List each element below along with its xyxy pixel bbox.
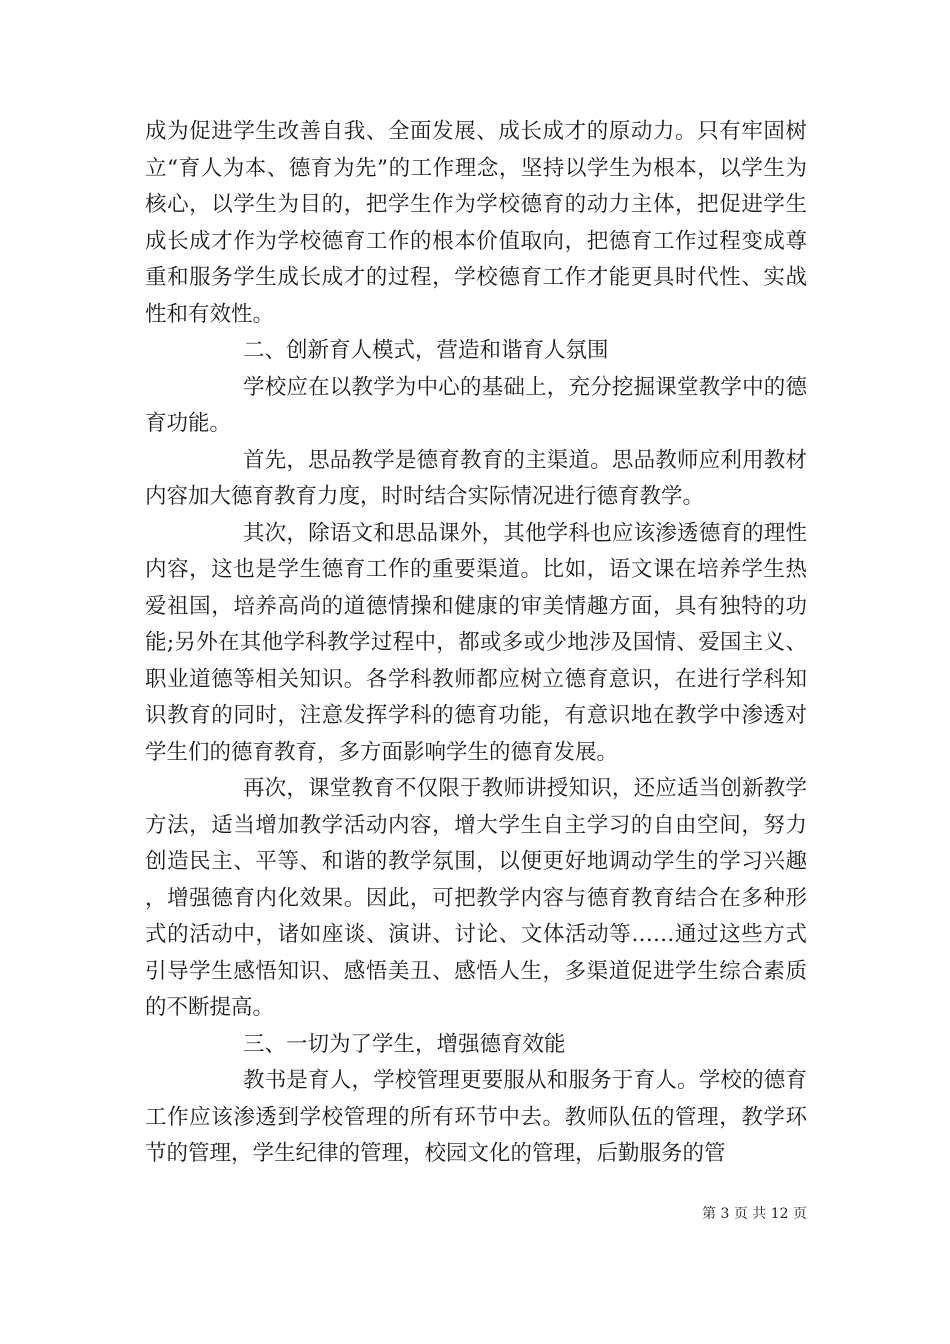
paragraph: 学校应在以教学为中心的基础上，充分挖掘课堂教学中的德育功能。 [145,374,807,436]
section-heading-3: 三、一切为了学生，增强德育效能 [243,1031,566,1057]
paragraph: 教书是育人，学校管理更要服从和服务于育人。学校的德育工作应该渗透到学校管理的所有环节中去。教师队伍的管理，教学环节的管理，学生纪律的管理，校园文化的管理，后勤服务的管 [145,1068,807,1166]
document-body [145,114,807,1173]
paragraph: 首先，思品教学是德育教育的主渠道。思品教师应利用教材内容加大德育教育力度，时时结合实际情况进行德育教学。 [145,447,807,509]
paragraph: 再次，课堂教育不仅限于教师讲授知识，还应适当创新教学方法，适当增加教学活动内容，增大学生自主学习的自由空间，努力创造民主、平等、和谐的教学氛围，以便更好地调动学生的学习兴趣，增强德育内化效果。因此，可把教学内容与德育教育结合在多种形式的活动中，诸如座谈、演讲、讨论、文体活动等……通过这些方式引导学生感悟知识、感悟美丑、感悟人生，多渠道促进学生综合素质的不断提高。 [145,776,807,1020]
section-heading-2: 二、创新育人模式，营造和谐育人氛围 [243,338,609,363]
paragraph: 其次，除语文和思品课外，其他学科也应该渗透德育的理性内容，这也是学生德育工作的重要渠道。比如，语文课在培养学生热爱祖国，培养高尚的道德情操和健康的审美情趣方面，具有独特的功能;另外在其他学科教学过程中，都或多或少地涉及国情、爱国主义、职业道德等相关知识。各学科教师都应树立德育意识，在进行学科知识教育的同时，注意发挥学科的德育功能，有意识地在教学中渗透对学生们的德育教育，多方面影响学生的德育发展。 [145,520,807,765]
paragraph-continuation: 成为促进学生改善自我、全面发展、成长成才的原动力。只有牢固树立“育人为本、德育为先”的工作理念，坚持以学生为根本，以学生为核心，以学生为目的，把学生作为学校德育的动力主体，把促进学生成长成才作为学校德育工作的根本价值取向，把德育工作过程变成尊重和服务学生成长成才的过程，学校德育工作才能更具时代性、实战性和有效性。 [145,119,807,327]
page-number-footer: 第 3 页 共 12 页 [702,1206,807,1222]
